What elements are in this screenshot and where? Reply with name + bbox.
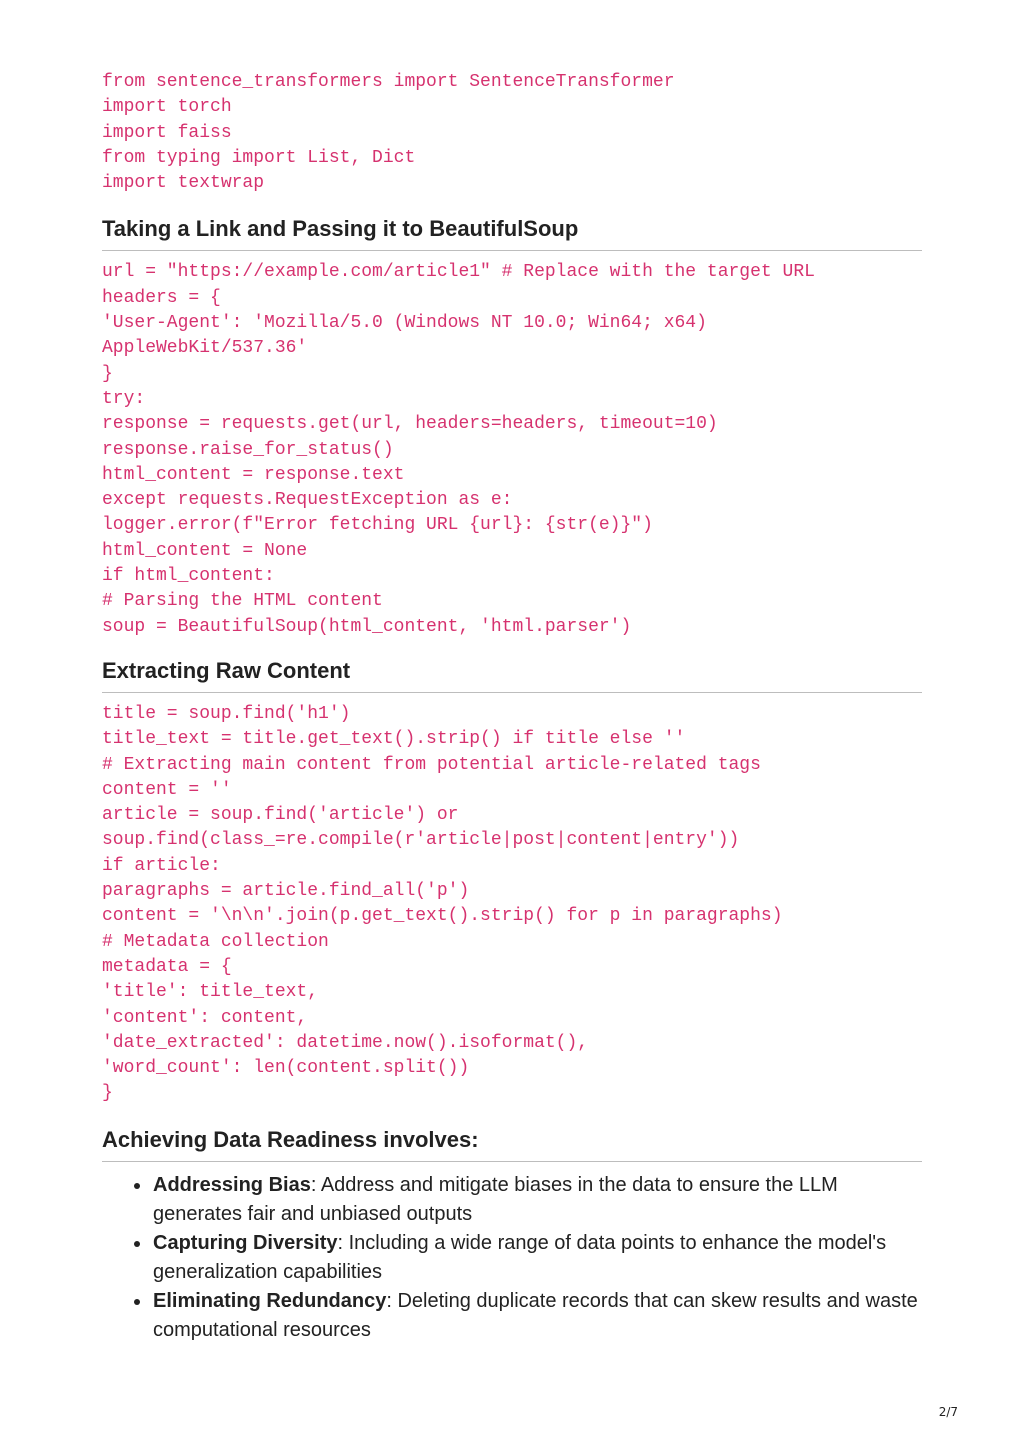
code-line: response = requests.get(url, headers=headers, timeout=10) <box>102 414 718 435</box>
code-line: title_text = title.get_text().strip() if title else '' <box>102 729 686 750</box>
code-line: paragraphs = article.find_all('p') <box>102 881 470 902</box>
code-line: from sentence_transformers import SentenceTransformer <box>102 72 675 92</box>
code-line: html_content = response.text <box>102 464 405 485</box>
code-line: } <box>102 363 113 384</box>
bullet-icon <box>134 1241 140 1247</box>
code-line: 'User-Agent': 'Mozilla/5.0 (Windows NT 10.0; Win64; x64) <box>102 313 707 334</box>
code-line: content = '' <box>102 779 232 800</box>
code-line: # Extracting main content from potential article-related tags <box>102 754 761 775</box>
code-line: soup.find(class_=re.compile(r'article|post|content|entry')) <box>102 830 740 851</box>
list-item-term: Eliminating Redundancy <box>153 1289 387 1312</box>
code-line: # Metadata collection <box>102 931 329 952</box>
readiness-list <box>102 1171 922 1345</box>
section-heading-extract: Extracting Raw Content <box>102 658 922 693</box>
code-block-fetch <box>102 260 922 639</box>
bullet-icon <box>134 1183 140 1189</box>
list-item <box>153 1287 922 1345</box>
code-line: if article: <box>102 855 221 876</box>
section-heading-readiness: Achieving Data Readiness involves: <box>102 1127 922 1162</box>
code-line: content = '\n\n'.join(p.get_text().strip() for p in paragraphs) <box>102 906 783 927</box>
code-line: response.raise_for_status() <box>102 439 394 460</box>
code-line: try: <box>102 388 146 409</box>
code-line: url = "https://example.com/article1" # Replace with the target URL <box>102 262 815 283</box>
code-line: title = soup.find('h1') <box>102 703 351 724</box>
code-line: 'date_extracted': datetime.now().isoformat(), <box>102 1032 589 1053</box>
code-line: headers = { <box>102 287 221 308</box>
code-line: except requests.RequestException as e: <box>102 490 513 511</box>
list-item-text: : Including a wide range of data points to enhance the model's generalization capabilities <box>153 1231 887 1283</box>
code-line: import torch <box>102 97 232 118</box>
code-line: 'word_count': len(content.split()) <box>102 1058 470 1079</box>
code-line: 'content': content, <box>102 1007 308 1028</box>
list-item-text: : Deleting duplicate records that can skew results and waste computational resources <box>153 1289 918 1341</box>
code-line: AppleWebKit/537.36' <box>102 338 308 359</box>
document-page <box>102 70 922 1345</box>
code-line: 'title': title_text, <box>102 982 319 1003</box>
list-item <box>153 1229 922 1287</box>
code-line: soup = BeautifulSoup(html_content, 'html.parser') <box>102 616 632 637</box>
code-line: if html_content: <box>102 566 275 587</box>
list-item-term: Addressing Bias <box>153 1173 311 1196</box>
code-line: from typing import List, Dict <box>102 147 416 168</box>
code-line: # Parsing the HTML content <box>102 591 383 612</box>
code-line: logger.error(f"Error fetching URL {url}: {str(e)}") <box>102 515 653 536</box>
list-item-term: Capturing Diversity <box>153 1231 338 1254</box>
code-line: article = soup.find('article') or <box>102 805 459 826</box>
code-line: metadata = { <box>102 956 232 977</box>
code-line: } <box>102 1083 113 1104</box>
code-block-imports <box>102 70 922 196</box>
page-number: 2/7 <box>938 1405 958 1419</box>
code-line: import faiss <box>102 122 232 143</box>
list-item-text: : Address and mitigate biases in the data to ensure the LLM generates fair and unbiased outputs <box>153 1173 838 1225</box>
section-heading-fetch: Taking a Link and Passing it to BeautifulSoup <box>102 216 922 251</box>
code-line: html_content = None <box>102 540 308 561</box>
list-item <box>153 1171 922 1229</box>
bullet-icon <box>134 1299 140 1305</box>
code-block-extract <box>102 702 922 1107</box>
code-line: import textwrap <box>102 173 265 194</box>
